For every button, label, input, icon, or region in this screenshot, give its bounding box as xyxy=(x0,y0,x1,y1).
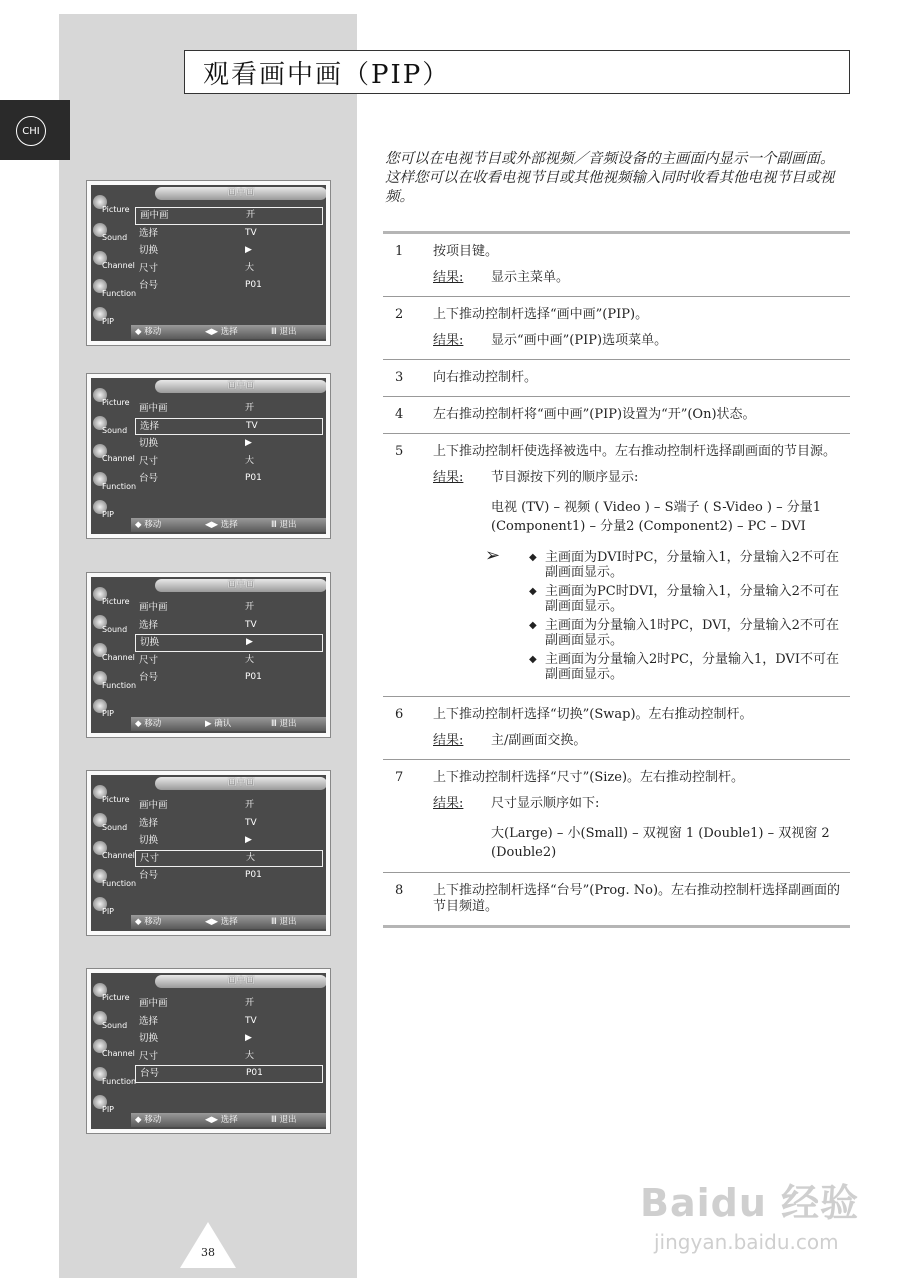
osd-menu-rows xyxy=(135,207,323,295)
osd-menu-rows xyxy=(135,599,323,687)
osd-row-value: P01 xyxy=(245,473,262,483)
osd-footer-action: ◀▶ 选择 xyxy=(205,520,238,530)
step-text: 上下推动控制杆使选择被选中。左右推动控制杆选择副画面的节目源。 xyxy=(433,444,837,459)
instruction-step xyxy=(383,397,850,434)
osd-sidebar-item xyxy=(93,983,133,1005)
osd-row-label: 画中画 xyxy=(139,403,168,414)
osd-sidebar-item xyxy=(93,671,137,693)
osd-row-label: 台号 xyxy=(139,870,159,881)
note-item: ◆ 主画面为分量输入1时PC，DVI，分量输入2不可在副画面显示。 xyxy=(525,618,850,648)
step-number: 6 xyxy=(395,707,404,722)
osd-sidebar-label: Function xyxy=(102,289,137,298)
osd-row-value: 大 xyxy=(245,262,255,273)
osd-sidebar xyxy=(91,775,137,931)
result-label: 结果: xyxy=(433,270,464,285)
osd-sidebar-label: PIP xyxy=(102,709,115,718)
step-number: 7 xyxy=(395,770,404,785)
osd-menu-row xyxy=(135,599,323,617)
osd-menu-row xyxy=(135,832,323,850)
instruction-step xyxy=(383,434,850,697)
osd-menu-row xyxy=(135,453,323,471)
osd-sidebar-item xyxy=(93,472,137,494)
osd-sidebar-label: PIP xyxy=(102,907,115,916)
osd-sidebar-item xyxy=(93,841,133,863)
step-sequence: 大(Large) – 小(Small) – 双视窗 1 (Double1) – 双视窗 2 (Double2) xyxy=(491,826,830,860)
osd-footer xyxy=(131,325,326,339)
osd-sidebar-item xyxy=(93,1011,133,1033)
instruction-step xyxy=(383,234,850,297)
language-badge: CHI xyxy=(16,116,46,146)
osd-sidebar-label: Picture xyxy=(102,398,130,407)
osd-header: 画中画 xyxy=(155,777,326,790)
osd-sidebar-item xyxy=(93,785,133,807)
osd-row-value: ▶ xyxy=(245,438,252,448)
step-text: 按项目键。 xyxy=(433,244,499,259)
osd-sidebar-label: Sound xyxy=(102,1021,128,1030)
osd-sidebar-label: Channel xyxy=(102,851,135,860)
osd-row-label: 尺寸 xyxy=(140,852,160,864)
osd-row-label: 台号 xyxy=(140,1068,160,1079)
osd-sidebar-item xyxy=(93,223,133,245)
baidu-watermark xyxy=(640,1140,870,1270)
osd-row-label: 选择 xyxy=(139,1015,159,1027)
osd-sidebar-label: Channel xyxy=(102,261,135,270)
osd-menu-row xyxy=(135,207,323,225)
osd-row-value: TV xyxy=(245,619,257,630)
instruction-step xyxy=(383,360,850,397)
result-text: 主/副画面交换。 xyxy=(491,733,587,748)
osd-menu-row xyxy=(135,995,323,1013)
step-number: 2 xyxy=(395,307,404,322)
step-result xyxy=(433,270,850,286)
osd-screen xyxy=(91,378,326,534)
osd-screen xyxy=(91,775,326,931)
note-item: ◆ 主画面为DVI时PC，分量输入1，分量输入2不可在副画面显示。 xyxy=(525,550,850,580)
osd-sidebar-item xyxy=(93,813,133,835)
osd-sidebar-label: Picture xyxy=(102,993,130,1002)
osd-row-value: 大 xyxy=(246,852,256,863)
osd-sidebar xyxy=(91,577,137,733)
osd-sidebar-item xyxy=(93,307,133,329)
step-number: 3 xyxy=(395,370,404,385)
osd-footer-move: ◆ 移动 xyxy=(135,719,162,729)
result-label: 结果: xyxy=(433,796,464,811)
osd-menu-row xyxy=(135,242,323,260)
osd-menu-rows xyxy=(135,995,323,1083)
osd-menu-row xyxy=(135,669,323,687)
osd-sidebar-label: Function xyxy=(102,681,137,690)
page-title: 观看画中画（PIP） xyxy=(203,59,451,90)
osd-sidebar-label: Sound xyxy=(102,233,128,242)
tv-osd-panel xyxy=(86,770,331,936)
osd-footer-exit: Ⅲ 退出 xyxy=(271,1115,297,1125)
osd-menu-row xyxy=(135,617,323,635)
osd-row-value: 大 xyxy=(245,654,255,665)
osd-sidebar-label: Channel xyxy=(102,454,135,463)
result-label: 结果: xyxy=(433,470,464,485)
osd-footer-exit: Ⅲ 退出 xyxy=(271,719,297,729)
osd-row-value: 开 xyxy=(245,800,255,810)
osd-row-value: ▶ xyxy=(245,1033,252,1043)
result-text: 节目源按下列的顺序显示: xyxy=(491,470,639,485)
osd-screen xyxy=(91,973,326,1129)
osd-footer xyxy=(131,1113,326,1127)
result-text: 尺寸显示顺序如下: xyxy=(491,796,600,811)
osd-row-label: 选择 xyxy=(139,619,159,631)
osd-sidebar-item xyxy=(93,869,137,891)
osd-sidebar-item xyxy=(93,1039,133,1061)
osd-footer-move: ◆ 移动 xyxy=(135,327,162,337)
osd-row-value: 大 xyxy=(245,455,255,466)
step-result xyxy=(433,333,850,349)
osd-row-value: ▶ xyxy=(245,245,252,255)
step-text: 向右推动控制杆。 xyxy=(433,370,538,385)
osd-menu-row xyxy=(135,1065,323,1083)
note-item: ◆ 主画面为PC时DVI，分量输入1，分量输入2不可在副画面显示。 xyxy=(525,584,850,614)
osd-row-label: 台号 xyxy=(139,473,159,484)
osd-menu-row xyxy=(135,1048,323,1066)
osd-row-value: 开 xyxy=(245,998,255,1008)
osd-sidebar xyxy=(91,378,137,534)
result-text: 显示“画中画”(PIP)选项菜单。 xyxy=(491,333,668,348)
osd-sidebar-item xyxy=(93,587,133,609)
instruction-step xyxy=(383,697,850,760)
osd-sidebar-item xyxy=(93,897,133,919)
osd-footer-action: ◀▶ 选择 xyxy=(205,917,238,927)
osd-row-value: TV xyxy=(245,817,257,828)
step-number: 8 xyxy=(395,883,404,898)
osd-sidebar-item xyxy=(93,1095,133,1117)
instruction-steps xyxy=(383,231,850,928)
step-text: 上下推动控制杆选择“尺寸”(Size)。左右推动控制杆。 xyxy=(433,770,745,785)
osd-sidebar-label: PIP xyxy=(102,317,115,326)
osd-sidebar-label: PIP xyxy=(102,1105,115,1114)
osd-row-label: 画中画 xyxy=(139,800,168,811)
osd-row-label: 尺寸 xyxy=(139,654,159,666)
watermark-logo: Baidu 经验 xyxy=(640,1181,860,1225)
osd-footer xyxy=(131,717,326,731)
osd-row-label: 尺寸 xyxy=(139,1050,159,1062)
osd-footer xyxy=(131,518,326,532)
step-sequence: 电视 (TV) – 视频 ( Video ) – S端子 ( S-Video ) – 分量1 (Component1) – 分量2 (Component2) – PC – DVI xyxy=(491,500,822,534)
osd-row-label: 切换 xyxy=(140,637,160,648)
osd-sidebar-label: Sound xyxy=(102,823,128,832)
osd-menu-rows xyxy=(135,400,323,488)
tv-osd-panel xyxy=(86,180,331,346)
osd-screen xyxy=(91,185,326,341)
step-number: 4 xyxy=(395,407,404,422)
osd-header: 画中画 xyxy=(155,187,326,200)
osd-sidebar-label: Picture xyxy=(102,795,130,804)
step-text: 上下推动控制杆选择“台号”(Prog. No)。左右推动控制杆选择副画面的节目频道。 xyxy=(433,883,841,914)
osd-row-label: 画中画 xyxy=(139,602,168,613)
osd-menu-row xyxy=(135,1013,323,1031)
osd-row-label: 切换 xyxy=(139,835,159,846)
osd-header: 画中画 xyxy=(155,380,326,393)
note-item: ◆ 主画面为分量输入2时PC，分量输入1，DVI不可在副画面显示。 xyxy=(525,652,850,682)
osd-menu-rows xyxy=(135,797,323,885)
osd-row-label: 选择 xyxy=(139,817,159,829)
osd-menu-row xyxy=(135,797,323,815)
osd-sidebar-label: Sound xyxy=(102,625,128,634)
osd-menu-row xyxy=(135,277,323,295)
osd-sidebar-label: Function xyxy=(102,879,137,888)
osd-row-value: TV xyxy=(246,420,258,431)
instruction-step xyxy=(383,760,850,873)
step-text: 左右推动控制杆将“画中画”(PIP)设置为“开”(On)状态。 xyxy=(433,407,756,422)
osd-menu-row xyxy=(135,225,323,243)
osd-footer-exit: Ⅲ 退出 xyxy=(271,327,297,337)
step-text: 上下推动控制杆选择“画中画”(PIP)。 xyxy=(433,307,649,322)
osd-menu-row xyxy=(135,652,323,670)
osd-row-value: 开 xyxy=(246,210,256,220)
osd-footer-exit: Ⅲ 退出 xyxy=(271,520,297,530)
osd-sidebar-item xyxy=(93,699,133,721)
page-number: 38 xyxy=(201,1246,215,1259)
osd-footer-exit: Ⅲ 退出 xyxy=(271,917,297,927)
osd-row-label: 画中画 xyxy=(139,998,168,1009)
tv-osd-panel xyxy=(86,373,331,539)
osd-footer-action: ◀▶ 选择 xyxy=(205,327,238,337)
osd-menu-row xyxy=(135,470,323,488)
osd-row-value: ▶ xyxy=(246,637,253,647)
osd-row-label: 切换 xyxy=(139,245,159,256)
osd-row-label: 选择 xyxy=(139,227,159,239)
osd-sidebar-label: Picture xyxy=(102,205,130,214)
osd-sidebar-item xyxy=(93,388,133,410)
osd-row-label: 画中画 xyxy=(140,210,169,221)
osd-menu-row xyxy=(135,850,323,868)
step-number: 5 xyxy=(395,444,404,459)
step-notes xyxy=(485,545,850,682)
osd-sidebar-label: Channel xyxy=(102,653,135,662)
osd-row-label: 选择 xyxy=(140,420,160,432)
osd-sidebar xyxy=(91,973,137,1129)
intro-text: 您可以在电视节目或外部视频／音频设备的主画面内显示一个副画面。这样您可以在收看电视节目或其他视频输入同时收看其他电视节目或视频。 xyxy=(385,151,835,205)
osd-menu-row xyxy=(135,815,323,833)
osd-row-value: 开 xyxy=(245,602,255,612)
osd-sidebar-label: Picture xyxy=(102,597,130,606)
osd-sidebar-label: Function xyxy=(102,1077,137,1086)
step-text: 上下推动控制杆选择“切换”(Swap)。左右推动控制杆。 xyxy=(433,707,753,722)
osd-sidebar-item xyxy=(93,444,133,466)
osd-menu-row xyxy=(135,867,323,885)
language-tab xyxy=(0,100,70,160)
page-number-triangle xyxy=(180,1222,236,1268)
osd-row-value: P01 xyxy=(245,870,262,880)
watermark-url: jingyan.baidu.com xyxy=(654,1230,839,1254)
osd-row-value: TV xyxy=(245,227,257,238)
osd-footer-move: ◆ 移动 xyxy=(135,520,162,530)
osd-footer-action: ▶ 确认 xyxy=(205,719,232,729)
note-arrow-icon: ➢ xyxy=(485,545,501,566)
osd-sidebar-label: Function xyxy=(102,482,137,491)
osd-row-value: TV xyxy=(245,1015,257,1026)
osd-row-label: 切换 xyxy=(139,1033,159,1044)
osd-menu-row xyxy=(135,400,323,418)
osd-sidebar-label: PIP xyxy=(102,510,115,519)
result-label: 结果: xyxy=(433,733,464,748)
osd-row-value: ▶ xyxy=(245,835,252,845)
osd-row-label: 尺寸 xyxy=(139,455,159,467)
osd-sidebar-label: Channel xyxy=(102,1049,135,1058)
tv-osd-panel xyxy=(86,968,331,1134)
osd-sidebar-item xyxy=(93,416,133,438)
osd-footer-action: ◀▶ 选择 xyxy=(205,1115,238,1125)
osd-sidebar-item xyxy=(93,500,133,522)
result-label: 结果: xyxy=(433,333,464,348)
osd-row-value: 大 xyxy=(245,1050,255,1061)
osd-header: 画中画 xyxy=(155,975,326,988)
osd-menu-row xyxy=(135,1030,323,1048)
osd-row-label: 台号 xyxy=(139,280,159,291)
result-text: 显示主菜单。 xyxy=(491,270,570,285)
osd-row-value: P01 xyxy=(246,1068,263,1078)
osd-menu-row xyxy=(135,634,323,652)
osd-row-label: 尺寸 xyxy=(139,262,159,274)
osd-sidebar-item xyxy=(93,251,133,273)
osd-row-value: P01 xyxy=(245,280,262,290)
osd-sidebar xyxy=(91,185,137,341)
osd-menu-row xyxy=(135,260,323,278)
osd-sidebar-label: Sound xyxy=(102,426,128,435)
osd-row-label: 台号 xyxy=(139,672,159,683)
page-title-box xyxy=(184,50,850,94)
osd-sidebar-item xyxy=(93,279,137,301)
osd-footer xyxy=(131,915,326,929)
osd-row-value: P01 xyxy=(245,672,262,682)
osd-screen xyxy=(91,577,326,733)
tv-osd-panel xyxy=(86,572,331,738)
osd-footer-move: ◆ 移动 xyxy=(135,917,162,927)
step-result xyxy=(433,470,850,486)
step-number: 1 xyxy=(395,244,404,259)
osd-sidebar-item xyxy=(93,615,133,637)
instruction-step xyxy=(383,297,850,360)
step-result xyxy=(433,733,850,749)
instruction-step xyxy=(383,873,850,928)
osd-menu-row xyxy=(135,418,323,436)
osd-sidebar-item xyxy=(93,195,133,217)
osd-footer-move: ◆ 移动 xyxy=(135,1115,162,1125)
osd-row-label: 切换 xyxy=(139,438,159,449)
osd-row-value: 开 xyxy=(245,403,255,413)
osd-sidebar-item xyxy=(93,643,133,665)
osd-header: 画中画 xyxy=(155,579,326,592)
step-result xyxy=(433,796,850,812)
osd-menu-row xyxy=(135,435,323,453)
osd-sidebar-item xyxy=(93,1067,137,1089)
